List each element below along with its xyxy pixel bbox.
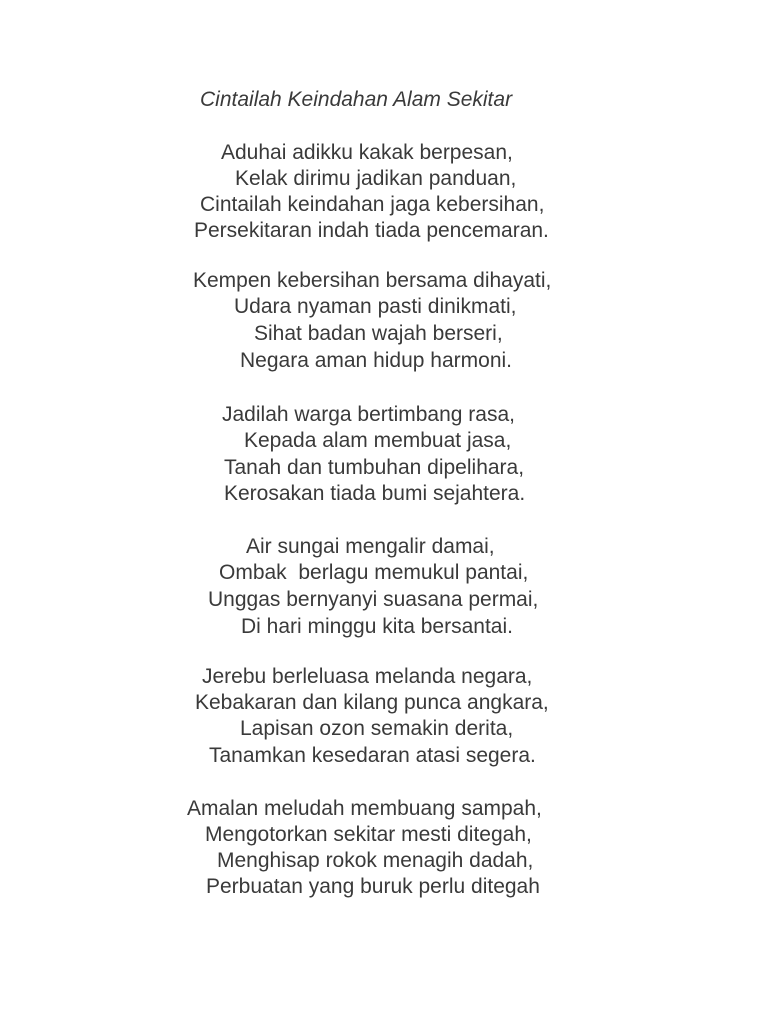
poem-line: Udara nyaman pasti dinikmati, [234,295,517,318]
poem-line: Lapisan ozon semakin derita, [240,717,514,740]
poem-line: Perbuatan yang buruk perlu ditegah [206,875,540,898]
poem-line: Kepada alam membuat jasa, [244,429,512,452]
poem-line: Mengotorkan sekitar mesti ditegah, [205,823,532,846]
poem-line: Cintailah keindahan jaga kebersihan, [200,193,545,216]
poem-line: Air sungai mengalir damai, [246,535,495,558]
poem-line: Menghisap rokok menagih dadah, [217,849,534,872]
poem-line: Sihat badan wajah berseri, [254,322,503,345]
poem-line: Jadilah warga bertimbang rasa, [222,403,515,426]
poem-line: Kempen kebersihan bersama dihayati, [193,269,552,292]
poem-line: Amalan meludah membuang sampah, [187,797,542,820]
poem-line: Aduhai adikku kakak berpesan, [221,141,513,164]
poem-line: Jerebu berleluasa melanda negara, [202,665,533,688]
poem-title: Cintailah Keindahan Alam Sekitar [200,88,513,111]
poem-line: Tanamkan kesedaran atasi segera. [209,744,536,767]
poem-line: Kebakaran dan kilang punca angkara, [195,691,549,714]
poem-line: Unggas bernyanyi suasana permai, [208,588,539,611]
poem-line: Ombak berlagu memukul pantai, [219,561,529,584]
poem-line: Di hari minggu kita bersantai. [241,615,513,638]
poem-line: Kerosakan tiada bumi sejahtera. [224,482,526,505]
poem-line: Tanah dan tumbuhan dipelihara, [224,456,525,479]
poem-line: Kelak dirimu jadikan panduan, [235,167,517,190]
poem-line: Negara aman hidup harmoni. [240,349,512,372]
poem-line: Persekitaran indah tiada pencemaran. [194,219,549,242]
